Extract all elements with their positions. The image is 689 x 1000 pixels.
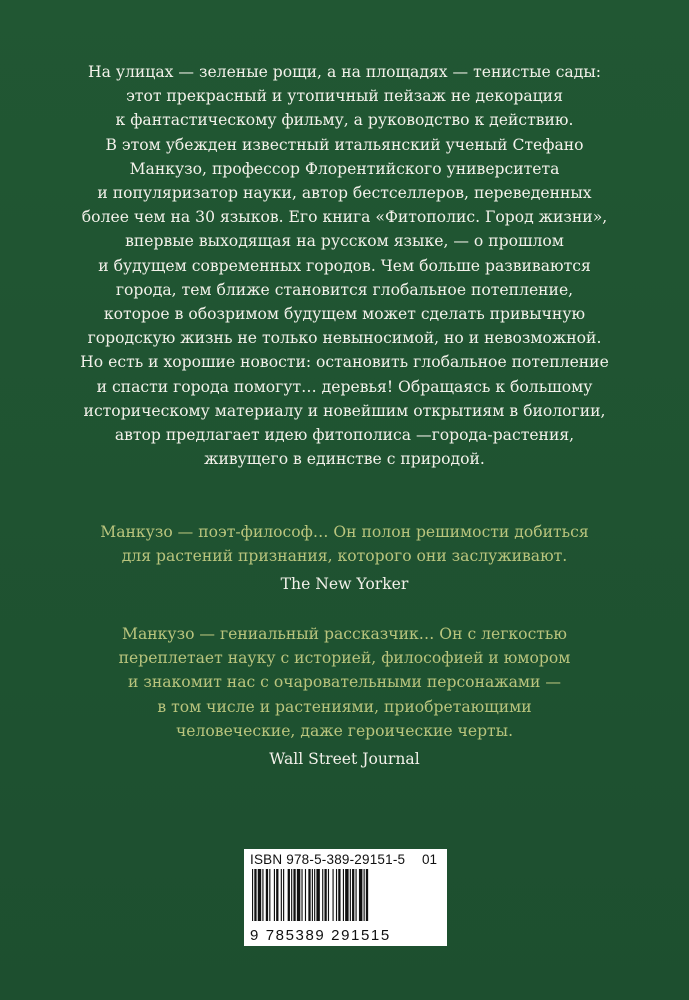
description-line: Манкузо, профессор Флорентийского университета [129, 159, 560, 178]
barcode-bar [364, 869, 365, 921]
quote-line: Манкузо — поэт-философ… Он полон решимости добиться [100, 523, 589, 541]
review-quote-wsj [70, 622, 619, 771]
quote-line: переплетает науку с историей, философией и юмором [118, 649, 571, 668]
description-line: более чем на 30 языков. Его книга «Фитополис. Город жизни», [81, 208, 608, 227]
quote-line: и знакомит нас с очаровательными персонажами — [128, 673, 561, 692]
barcode-bar [333, 869, 334, 921]
description-line: В этом убежден известный итальянский ученый Стефано [105, 135, 584, 154]
barcode-bar [338, 869, 340, 921]
description-line: которое в обозримом будущем может сделать привычную [103, 305, 586, 324]
quote-line: в том числе и растениями, приобретающими [157, 697, 532, 716]
barcode-bar [350, 869, 351, 921]
barcode-bar [288, 869, 290, 921]
description-line: этот прекрасный и утопичный пейзаж не декорация [126, 87, 563, 106]
book-description [80, 60, 609, 471]
barcode-bar [266, 869, 268, 921]
barcode-bar [254, 869, 256, 921]
description-line: живущего в единстве с природой. [204, 450, 485, 469]
description-line: городскую жизнь не только невыносимой, но и невозможной. [87, 329, 602, 348]
isbn-suffix: 01 [421, 852, 437, 867]
barcode-bar [356, 869, 357, 921]
barcode-bar [322, 869, 323, 921]
barcode-icon [252, 869, 440, 921]
barcode-bar [336, 869, 337, 921]
barcode-bar [283, 869, 284, 921]
isbn-label: ISBN 978-5-389-29151-5 [250, 852, 406, 867]
barcode-bar [345, 869, 348, 921]
description-line: и будущем современных городов. Чем больше развиваются [98, 256, 591, 275]
barcode-bar [297, 869, 300, 921]
barcode-bar [291, 869, 292, 921]
barcode-bar [352, 869, 354, 921]
description-line: и спасти города помогут… деревья! Обращаясь к большому [96, 377, 593, 396]
quote-line: человеческие, даже героические черты. [175, 721, 514, 740]
description-line: города, тем ближе становится глобальное потепление, [115, 280, 574, 299]
barcode-bar [343, 869, 344, 921]
barcode-bar [308, 869, 310, 921]
barcode-bar [293, 869, 295, 921]
description-line: На улицах — зеленые рощи, а на площадях — тенистые сады: [87, 63, 601, 81]
barcode-bar [281, 869, 282, 921]
description-line: впервые выходящая на русском языке, — о прошлом [125, 232, 564, 251]
quote-line: для растений признания, которого они заслуживают. [121, 547, 568, 566]
barcode-bar [276, 869, 278, 921]
barcode-bar [328, 869, 329, 921]
description-line: Но есть и хорошие новости: остановить глобальное потепление [80, 353, 609, 372]
barcode-bar [269, 869, 270, 921]
barcode-bar [366, 869, 368, 921]
barcode-bar [314, 869, 315, 921]
barcode-bar [316, 869, 319, 921]
quote-source: Wall Street Journal [269, 750, 420, 769]
description-line: историческому материалу и новейшим открытиям в биологии, [83, 401, 606, 420]
barcode-digits: 9 785389 291515 [250, 927, 391, 944]
isbn-barcode [244, 849, 447, 946]
description-line: и популяризатор науки, автор бестселлеров, переведенных [97, 184, 592, 203]
barcode-bar [262, 869, 263, 921]
barcode-bar [252, 869, 253, 921]
barcode-bar [274, 869, 275, 921]
barcode-bar [301, 869, 302, 921]
quote-line: Манкузо — гениальный рассказчик… Он с легкостью [122, 625, 567, 643]
barcode-bar [324, 869, 326, 921]
quote-source: The New Yorker [280, 575, 409, 594]
barcode-bar [312, 869, 313, 921]
description-line: автор предлагает идею фитополиса —города-растения, [114, 426, 575, 445]
barcode-bar [359, 869, 362, 921]
barcode-bar [258, 869, 261, 921]
review-quote-new-yorker [70, 520, 619, 597]
barcode-bar [305, 869, 306, 921]
description-line: к фантастическому фильму, а руководство к действию. [115, 111, 574, 130]
